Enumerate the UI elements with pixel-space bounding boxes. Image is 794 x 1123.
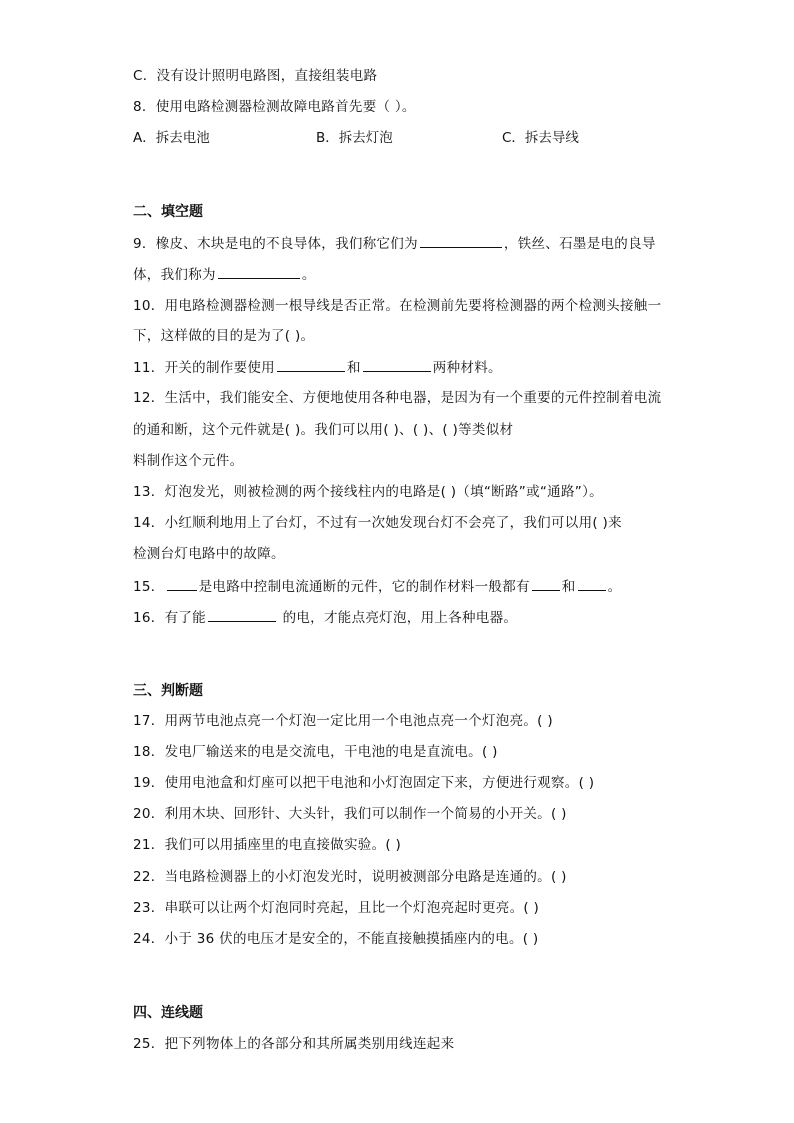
question-14-line-1: 14．小红顺利地用上了台灯，不过有一次她发现台灯不会亮了，我们可以用( )来 [133, 515, 622, 531]
question-16-text-b: 的电，才能点亮灯泡，用上各种电器。 [277, 610, 518, 626]
question-14-line-2: 检测台灯电路中的故障。 [133, 546, 285, 562]
question-20: 20．利用木块、回形针、大头针，我们可以制作一个简易的小开关。( ) [133, 806, 567, 822]
question-11-text-b: 和 [346, 360, 361, 376]
answer-blank[interactable] [363, 357, 431, 372]
section-3-heading: 三、判断题 [133, 683, 203, 699]
question-16-text-a: 16．有了能 [133, 610, 206, 626]
question-11 [133, 357, 502, 378]
answer-blank[interactable] [420, 233, 502, 248]
question-15-text-b: 是电路中控制电流通断的元件，它的制作材料一般都有 [198, 579, 530, 595]
question-8: 8．使用电路检测器检测故障电路首先要（ ）。 [133, 99, 416, 115]
question-19: 19．使用电池盒和灯座可以把干电池和小灯泡固定下来，方便进行观察。( ) [133, 775, 595, 791]
answer-blank[interactable] [218, 264, 300, 279]
question-9-text-c: 体，我们称为 [133, 267, 216, 283]
question-21: 21．我们可以用插座里的电直接做实验。( ) [133, 837, 402, 853]
question-12-line-3: 料制作这个元件。 [133, 453, 244, 469]
question-11-text-a: 11．开关的制作要使用 [133, 360, 275, 376]
question-8-option-a: A．拆去电池 [133, 130, 210, 146]
question-15-text-a: 15． [133, 579, 165, 595]
question-8-option-c: C．拆去导线 [502, 130, 579, 146]
section-4-heading: 四、连线题 [133, 1005, 203, 1021]
answer-blank[interactable] [208, 607, 276, 622]
question-16 [133, 607, 517, 628]
answer-blank[interactable] [578, 576, 606, 591]
question-10-line-2: 下，这样做的目的是为了( )。 [133, 328, 315, 344]
section-2-heading: 二、填空题 [133, 204, 203, 220]
question-23: 23．串联可以让两个灯泡同时亮起，且比一个灯泡亮起时更亮。( ) [133, 900, 540, 916]
question-22: 22．当电路检测器上的小灯泡发光时，说明被测部分电路是连通的。( ) [133, 869, 567, 885]
question-9-line-1 [133, 233, 656, 254]
answer-blank[interactable] [167, 576, 197, 591]
question-13: 13．灯泡发光，则被检测的两个接线柱内的电路是( )（填“断路”或“通路”）。 [133, 484, 603, 500]
question-11-text-c: 两种材料。 [432, 360, 502, 376]
question-9-text-d: 。 [301, 267, 316, 283]
question-9-text-b: ，铁丝、石墨是电的良导 [503, 236, 656, 252]
question-12-line-2: 的通和断，这个元件就是( )。我们可以用( )、( )、( )等类似材 [133, 422, 514, 438]
question-25: 25．把下列物体上的各部分和其所属类别用线连起来 [133, 1036, 455, 1052]
answer-blank[interactable] [277, 357, 345, 372]
answer-blank[interactable] [532, 576, 560, 591]
question-15-text-d: 。 [607, 579, 622, 595]
question-17: 17．用两节电池点亮一个灯泡一定比用一个电池点亮一个灯泡亮。( ) [133, 713, 553, 729]
question-15-text-c: 和 [561, 579, 576, 595]
question-18: 18．发电厂输送来的电是交流电，干电池的电是直流电。( ) [133, 744, 498, 760]
question-7-option-c: C．没有设计照明电路图，直接组装电路 [133, 68, 378, 84]
question-24: 24．小于 36 伏的电压才是安全的，不能直接触摸插座内的电。( ) [133, 931, 539, 947]
question-12-line-1: 12．生活中，我们能安全、方便地使用各种电器，是因为有一个重要的元件控制着电流 [133, 390, 662, 406]
question-9-line-2 [133, 264, 316, 285]
question-15 [133, 576, 621, 597]
question-10-line-1: 10．用电路检测器检测一根导线是否正常。在检测前先要将检测器的两个检测头接触一 [133, 298, 662, 314]
question-8-option-b: B．拆去灯泡 [316, 130, 393, 146]
question-9-text-a: 9．橡皮、木块是电的不良导体，我们称它们为 [133, 236, 418, 252]
